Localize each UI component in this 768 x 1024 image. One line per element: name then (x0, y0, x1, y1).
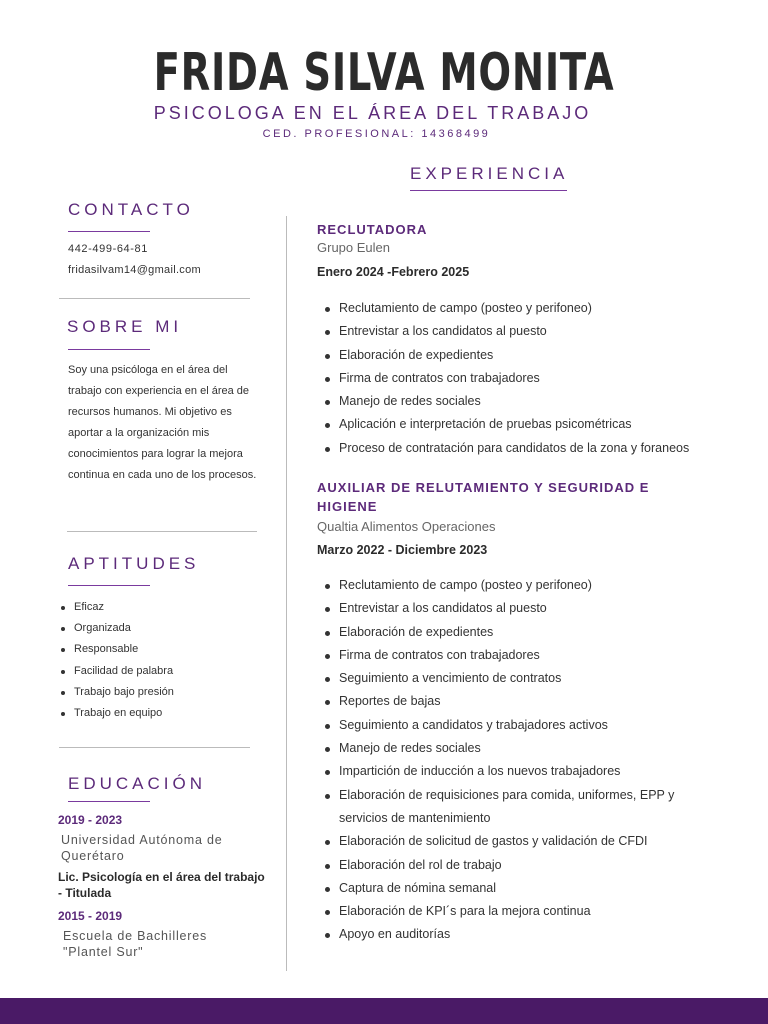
education-years: 2019 - 2023 (58, 813, 123, 827)
contact-divider (59, 298, 250, 299)
duty-item: Firma de contratos con trabajadores (317, 367, 737, 390)
job-dates: Enero 2024 -Febrero 2025 (317, 265, 470, 279)
contact-email: fridasilvam14@gmail.com (68, 264, 201, 276)
job-company: Qualtia Alimentos Operaciones (317, 519, 496, 534)
about-underline (68, 349, 150, 350)
skill-item: Eficaz (58, 597, 258, 618)
job-duties-list (317, 297, 737, 460)
education-degree: Lic. Psicología en el área del trabajo - Titulada (58, 870, 265, 900)
job-company: Grupo Eulen (317, 240, 390, 255)
duty-item: Elaboración de expedientes (317, 621, 737, 644)
duty-item: Elaboración de expedientes (317, 344, 737, 367)
skills-heading: APTITUDES (68, 554, 200, 573)
skill-item: Responsable (58, 639, 258, 660)
duty-item: Entrevistar a los candidatos al puesto (317, 320, 737, 343)
professional-id: CED. PROFESIONAL: 14368499 (262, 128, 491, 140)
duty-item: Elaboración de requisiciones para comida, uniformes, EPP y servicios de mantenimiento (317, 784, 699, 831)
duty-item: Seguimiento a vencimiento de contratos (317, 667, 737, 690)
job-dates: Marzo 2022 - Diciembre 2023 (317, 543, 488, 557)
contact-phone: 442-499-64-81 (68, 243, 148, 255)
about-divider (67, 531, 257, 532)
duty-item: Seguimiento a candidatos y trabajadores activos (317, 714, 737, 737)
duty-item: Apoyo en auditorías (317, 923, 737, 946)
duty-item: Entrevistar a los candidatos al puesto (317, 597, 737, 620)
skills-divider (59, 747, 250, 748)
skill-item: Organizada (58, 618, 258, 639)
duty-item: Reportes de bajas (317, 690, 737, 713)
skill-item: Trabajo en equipo (58, 703, 258, 724)
duty-item: Reclutamiento de campo (posteo y perifoneo) (317, 297, 737, 320)
duty-item: Proceso de contratación para candidatos de la zona y foraneos (317, 437, 737, 460)
duty-item: Impartición de inducción a los nuevos trabajadores (317, 760, 737, 783)
column-divider (286, 216, 287, 971)
education-years: 2015 - 2019 (58, 909, 123, 923)
duty-item: Elaboración de solicitud de gastos y validación de CFDI (317, 830, 737, 853)
footer-bar (0, 998, 768, 1024)
duty-item: Reclutamiento de campo (posteo y perifoneo) (317, 574, 737, 597)
about-text: Soy una psicóloga en el área del trabajo con experiencia en el área de recursos humanos. Mi objetivo es aportar a la organización mis conocimientos para lograr la mejora continua en cada uno de los procesos. (68, 364, 257, 481)
candidate-name: FRIDA SILVA MONITA (153, 43, 615, 103)
education-institution: Universidad Autónoma de Querétaro (61, 833, 223, 863)
about-heading: SOBRE MI (67, 317, 183, 336)
skills-underline (68, 585, 150, 586)
duty-item: Elaboración de KPI´s para la mejora continua (317, 900, 737, 923)
job-title: RECLUTADORA (317, 222, 428, 237)
contact-heading: CONTACTO (68, 200, 194, 219)
job-title-heading: PSICOLOGA EN EL ÁREA DEL TRABAJO (153, 103, 592, 123)
duty-item: Manejo de redes sociales (317, 737, 737, 760)
skills-list (58, 597, 258, 724)
education-heading: EDUCACIÓN (68, 774, 207, 793)
experience-underline (410, 190, 567, 191)
job-duties-list (317, 574, 737, 947)
job-title: AUXILIAR DE RELUTAMIENTO Y SEGURIDAD E HIGIENE (317, 480, 650, 514)
contact-underline (68, 231, 150, 232)
duty-item: Manejo de redes sociales (317, 390, 737, 413)
duty-item: Elaboración del rol de trabajo (317, 854, 737, 877)
duty-item: Captura de nómina semanal (317, 877, 737, 900)
duty-item: Firma de contratos con trabajadores (317, 644, 737, 667)
education-institution: Escuela de Bachilleres "Plantel Sur" (63, 929, 208, 959)
skill-item: Trabajo bajo presión (58, 682, 258, 703)
education-underline (68, 801, 150, 802)
experience-heading: EXPERIENCIA (410, 164, 569, 183)
skill-item: Facilidad de palabra (58, 661, 258, 682)
duty-item: Aplicación e interpretación de pruebas psicométricas (317, 413, 737, 436)
